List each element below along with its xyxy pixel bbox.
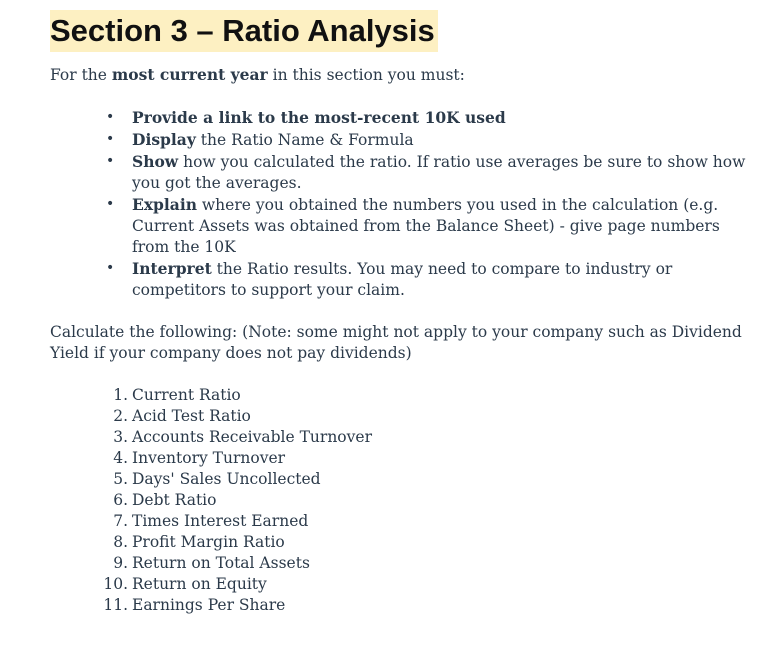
ratio-item: [50, 406, 750, 427]
calculate-instructions: Calculate the following: (Note: some might not apply to your company such as Dividend Yield if your company does not pay dividends): [50, 323, 742, 362]
ratio-number: 2.: [113, 407, 128, 425]
bullet-icon: •: [106, 196, 115, 212]
requirement-bold: Display: [132, 130, 196, 149]
requirement-text: the Ratio Name & Formula: [195, 131, 414, 149]
ratio-number: 11.: [103, 596, 128, 614]
ratio-name: Debt Ratio: [132, 491, 217, 509]
ratio-name: Acid Test Ratio: [132, 407, 251, 425]
bullet-icon: •: [106, 260, 115, 276]
ratio-item: [50, 448, 750, 469]
requirements-list: [50, 107, 750, 301]
requirement-item: [50, 258, 750, 301]
requirement-bold: Show: [132, 152, 179, 171]
ratio-name: Return on Total Assets: [132, 554, 310, 572]
requirement-item: [50, 107, 750, 129]
intro-bold-text: most current year: [111, 65, 268, 84]
ratio-item: [50, 553, 750, 574]
ratio-name: Days' Sales Uncollected: [132, 470, 321, 488]
ratio-list: [50, 385, 750, 616]
ratio-number: 5.: [113, 470, 128, 488]
ratio-item: [50, 427, 750, 448]
ratio-name: Current Ratio: [132, 386, 241, 404]
requirement-bold: Explain: [132, 195, 197, 214]
ratio-item: [50, 595, 750, 616]
ratio-name: Times Interest Earned: [132, 512, 309, 530]
intro-text-before: For the: [50, 66, 112, 84]
requirement-bold: Provide a link to the most-recent 10K used: [132, 108, 506, 127]
ratio-number: 4.: [113, 449, 128, 467]
intro-text-after: in this section you must:: [267, 66, 465, 84]
requirement-text: where you obtained the numbers you used in the calculation (e.g. Current Assets was obtained from the Balance Sheet) - give page numbers from the 10K: [132, 196, 720, 256]
ratio-number: 6.: [113, 491, 128, 509]
requirement-text: the Ratio results. You may need to compare to industry or competitors to support your claim.: [132, 260, 673, 299]
document-page: [50, 10, 750, 616]
ratio-number: 3.: [113, 428, 128, 446]
ratio-item: [50, 490, 750, 511]
bullet-icon: •: [106, 131, 115, 147]
requirement-bold: Interpret: [132, 259, 212, 278]
ratio-name: Inventory Turnover: [132, 449, 286, 467]
ratio-name: Earnings Per Share: [132, 596, 286, 614]
ratio-name: Return on Equity: [132, 575, 267, 593]
section-title: Section 3 – Ratio Analysis: [50, 10, 438, 52]
ratio-item: [50, 511, 750, 532]
intro-paragraph: [50, 64, 750, 86]
requirement-item: [50, 129, 750, 151]
ratio-name: Profit Margin Ratio: [132, 533, 285, 551]
requirement-item: [50, 194, 750, 258]
ratio-name: Accounts Receivable Turnover: [132, 428, 372, 446]
ratio-number: 1.: [113, 386, 128, 404]
ratio-number: 9.: [113, 554, 128, 572]
requirement-text: how you calculated the ratio. If ratio use averages be sure to show how you got the averages.: [132, 153, 746, 192]
ratio-number: 7.: [113, 512, 128, 530]
bullet-icon: •: [106, 109, 115, 125]
ratio-item: [50, 469, 750, 490]
ratio-item: [50, 532, 750, 553]
bullet-icon: •: [106, 153, 115, 169]
ratio-item: [50, 574, 750, 595]
requirement-item: [50, 151, 750, 194]
ratio-number: 10.: [103, 575, 128, 593]
ratio-number: 8.: [113, 533, 128, 551]
ratio-item: [50, 385, 750, 406]
